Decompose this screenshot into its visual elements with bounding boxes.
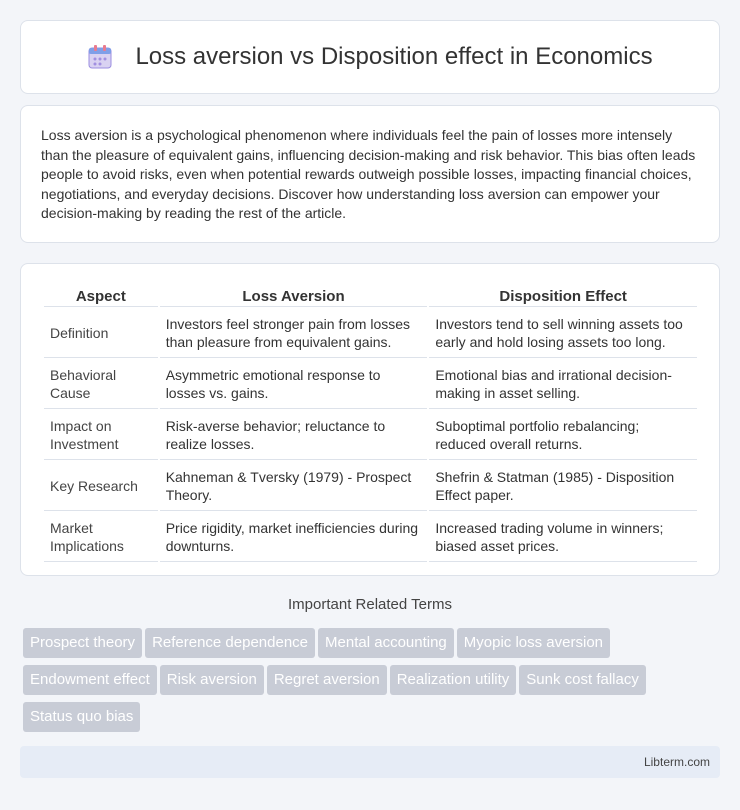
table-row [44, 411, 697, 460]
comparison-table [42, 284, 699, 564]
tag-mental-accounting[interactable]: Mental accounting [318, 628, 454, 658]
cell-aspect: Behavioral Cause [44, 360, 158, 409]
related-terms-list [23, 628, 723, 739]
cell-aspect: Market Implications [44, 513, 158, 562]
related-terms-title: Important Related Terms [288, 596, 452, 613]
cell-aspect: Definition [44, 309, 158, 358]
page-title: Loss aversion vs Disposition effect in Economics [135, 43, 653, 70]
header-aspect: Aspect [44, 286, 158, 307]
cell-loss-aversion: Kahneman & Tversky (1979) - Prospect Theory. [160, 462, 428, 511]
tag-realization-utility[interactable]: Realization utility [390, 665, 517, 695]
title-card [20, 20, 720, 94]
tag-myopic-loss-aversion[interactable]: Myopic loss aversion [457, 628, 610, 658]
tag-risk-aversion[interactable]: Risk aversion [160, 665, 264, 695]
table-row [44, 360, 697, 409]
table-row [44, 309, 697, 358]
table-row [44, 462, 697, 511]
header-loss-aversion: Loss Aversion [160, 286, 428, 307]
tag-reference-dependence[interactable]: Reference dependence [145, 628, 315, 658]
tag-prospect-theory[interactable]: Prospect theory [23, 628, 142, 658]
tag-sunk-cost-fallacy[interactable]: Sunk cost fallacy [519, 665, 646, 695]
calendar-icon [87, 44, 113, 70]
cell-loss-aversion: Price rigidity, market inefficiencies during downturns. [160, 513, 428, 562]
intro-text: Loss aversion is a psychological phenomenon where individuals feel the pain of losses more intensely than the pleasure of equivalent gains, influencing decision-making and risk behavior. This bias often leads people to avoid risks, even when potential rewards outweigh possible losses, impacting financial choices, negotiations, and everyday decisions. Discover how understanding loss aversion can empower your decision-making by reading the rest of the article. [41, 127, 696, 222]
cell-aspect: Impact on Investment [44, 411, 158, 460]
cell-disposition-effect: Increased trading volume in winners; biased asset prices. [429, 513, 697, 562]
cell-disposition-effect: Shefrin & Statman (1985) - Disposition Effect paper. [429, 462, 697, 511]
footer [20, 746, 720, 778]
intro-card [20, 105, 720, 243]
table-row [44, 513, 697, 562]
footer-site-link[interactable]: Libterm.com [643, 755, 710, 769]
cell-loss-aversion: Investors feel stronger pain from losses than pleasure from equivalent gains. [160, 309, 428, 358]
cell-disposition-effect: Investors tend to sell winning assets too early and hold losing assets too long. [429, 309, 697, 358]
cell-aspect: Key Research [44, 462, 158, 511]
cell-disposition-effect: Suboptimal portfolio rebalancing; reduced overall returns. [429, 411, 697, 460]
header-disposition-effect: Disposition Effect [429, 286, 697, 307]
tag-endowment-effect[interactable]: Endowment effect [23, 665, 157, 695]
table-header-row [44, 286, 697, 307]
cell-disposition-effect: Emotional bias and irrational decision-making in asset selling. [429, 360, 697, 409]
cell-loss-aversion: Asymmetric emotional response to losses vs. gains. [160, 360, 428, 409]
comparison-table-card [20, 263, 720, 576]
tag-status-quo-bias[interactable]: Status quo bias [23, 702, 140, 732]
cell-loss-aversion: Risk-averse behavior; reluctance to realize losses. [160, 411, 428, 460]
tag-regret-aversion[interactable]: Regret aversion [267, 665, 387, 695]
